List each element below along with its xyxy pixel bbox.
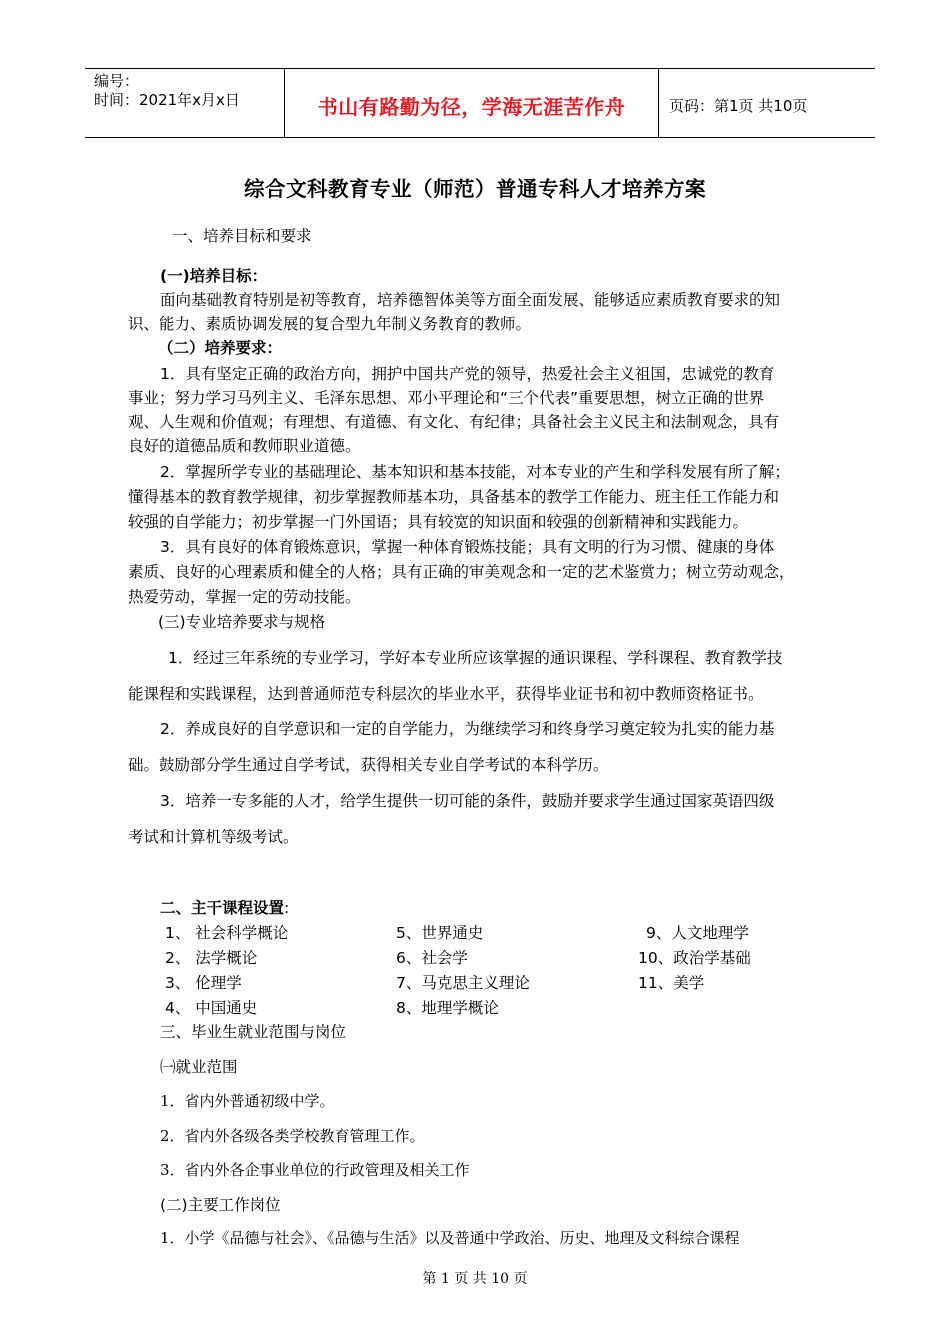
sub3-heading: (三)专业培养要求与规格 bbox=[158, 613, 326, 631]
section2-heading-colon: : bbox=[284, 899, 290, 917]
req2-line-1: 2．掌握所学专业的基础理论、基本知识和基本技能，对本专业的产生和学科发展有所了解； bbox=[160, 463, 790, 481]
req1-line-3: 观、人生观和价值观；有理想、有道德、有文化、有纪律；具备社会主义民主和法制观念，具有 bbox=[128, 413, 780, 431]
section3-sub1-heading: ㈠就业范围 bbox=[160, 1058, 238, 1076]
page-title: 综合文科教育专业（师范）普通专科人才培养方案 bbox=[244, 177, 706, 201]
page-footer: 第 1 页 共 10 页 bbox=[422, 1271, 528, 1287]
spec1-line-1: 1．经过三年系统的专业学习，学好本专业所应该掌握的通识课程、学科课程、教育教学技 bbox=[168, 649, 783, 667]
course-1: 1、 社会科学概论 bbox=[165, 924, 289, 942]
section1-heading: 一、培养目标和要求 bbox=[172, 227, 312, 245]
req3-line-2: 素质、良好的心理素质和健全的人格；具有正确的审美观念和一定的艺术鉴赏力；树立劳动观念， bbox=[128, 563, 795, 581]
course-7: 7、马克思主义理论 bbox=[396, 974, 530, 992]
req3-line-1: 3．具有良好的体育锻炼意识，掌握一种体育锻炼技能；具有文明的行为习惯、健康的身体 bbox=[160, 538, 775, 556]
section2-heading-wrap bbox=[160, 896, 289, 918]
course-5: 5、世界通史 bbox=[396, 924, 484, 942]
goal-line-1: 面向基础教育特别是初等教育，培养德智体美等方面全面发展、能够适应素质教育要求的知 bbox=[160, 291, 781, 309]
req1-line-4: 良好的道德品质和教师职业道德。 bbox=[128, 437, 361, 455]
sub1-heading: (一)培养目标： bbox=[160, 267, 268, 285]
req3-line-3: 热爱劳动，掌握一定的劳动技能。 bbox=[128, 588, 361, 606]
spec1-line-2: 能课程和实践课程，达到普通师范专科层次的毕业水平，获得毕业证书和初中教师资格证书。 bbox=[128, 685, 764, 703]
goal-line-2: 识、能力、素质协调发展的复合型九年制义务教育的教师。 bbox=[128, 315, 532, 333]
req2-line-3: 较强的自学能力；初步掌握一门外国语；具有较宽的知识面和较强的创新精神和实践能力。 bbox=[128, 513, 749, 531]
document-time: 时间：2021年x月x日 bbox=[94, 91, 240, 109]
course-2: 2、 法学概论 bbox=[165, 949, 258, 967]
post-item-1: 1．小学《品德与社会》、《品德与生活》以及普通中学政治、历史、地理及文科综合课程 bbox=[160, 1229, 740, 1247]
header-page-info: 页码：第1页 共10页 bbox=[669, 96, 808, 115]
header-table bbox=[85, 68, 875, 138]
spec2-line-1: 2．养成良好的自学意识和一定的自学能力，为继续学习和终身学习奠定较为扎实的能力基 bbox=[160, 720, 775, 738]
course-11: 11、美学 bbox=[638, 974, 705, 992]
scope-item-3: 3．省内外各企事业单位的行政管理及相关工作 bbox=[160, 1161, 470, 1179]
section2-heading: 二、主干课程设置 bbox=[160, 899, 285, 917]
course-3: 3、 伦理学 bbox=[165, 974, 242, 992]
scope-item-2: 2．省内外各级各类学校教育管理工作。 bbox=[160, 1127, 425, 1145]
course-4: 4、 中国通史 bbox=[165, 999, 258, 1017]
req1-line-2: 事业；努力学习马列主义、毛泽东思想、邓小平理论和“三个代表”重要思想，树立正确的世界 bbox=[128, 389, 765, 407]
req1-line-1: 1．具有坚定正确的政治方向，拥护中国共产党的领导，热爱社会主义祖国，忠诚党的教育 bbox=[160, 365, 775, 383]
section3-heading: 三、毕业生就业范围与岗位 bbox=[160, 1023, 347, 1041]
spec3-line-2: 考试和计算机等级考试。 bbox=[128, 828, 299, 846]
spec2-line-2: 础。鼓励部分学生通过自学考试，获得相关专业自学考试的本科学历。 bbox=[128, 756, 609, 774]
course-6: 6、社会学 bbox=[396, 949, 468, 967]
scope-item-1: 1．省内外普通初级中学。 bbox=[160, 1092, 335, 1110]
course-10: 10、政治学基础 bbox=[638, 949, 751, 967]
req2-line-2: 懂得基本的教育教学规律，初步掌握教师基本功，具备基本的教学工作能力、班主任工作能力和 bbox=[128, 488, 780, 506]
spec3-line-1: 3．培养一专多能的人才，给学生提供一切可能的条件，鼓励并要求学生通过国家英语四级 bbox=[160, 792, 775, 810]
header-meta-cell bbox=[85, 69, 285, 137]
sub2-heading: （二）培养要求： bbox=[158, 339, 283, 357]
course-9: 9、人文地理学 bbox=[646, 924, 749, 942]
header-motto: 书山有路勤为径，学海无涯苦作舟 bbox=[285, 69, 659, 137]
course-8: 8、地理学概论 bbox=[396, 999, 499, 1017]
document-number-label: 编号： bbox=[94, 72, 140, 90]
section3-sub2-heading: (二)主要工作岗位 bbox=[160, 1196, 281, 1214]
